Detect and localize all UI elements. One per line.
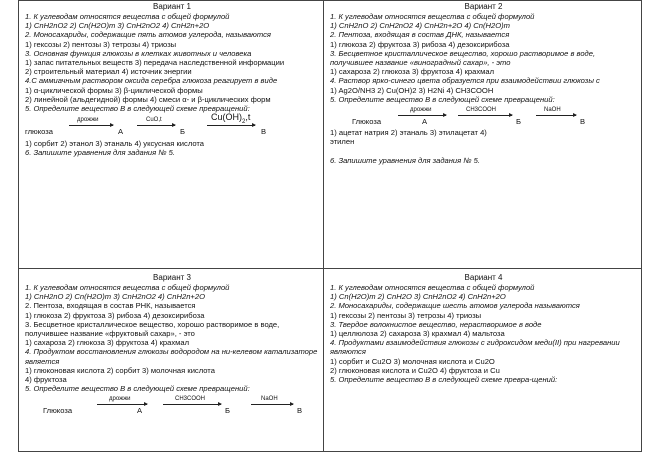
v2-question-5: 5. Определите вещество В в следующей схеме превращений: <box>330 94 555 104</box>
v2-question-1: 1. К углеводам относятся вещества с общей формулой <box>330 12 535 21</box>
v2-answers-5b: этилен <box>330 137 355 147</box>
v4-question-1: 1. К углеводам относятся вещества с общей формулой <box>330 283 535 292</box>
v4-answers-2: 1) гексозы 2) пентозы 3) тетрозы 4) триозы <box>330 310 482 320</box>
variant-4-title: Вариант 4 <box>464 273 503 282</box>
variant-1 <box>19 1 324 269</box>
v1-answers-3b: 2) строительный материал 4) источник энергии <box>25 67 192 77</box>
v2-scheme-reagent-1: дрожжи <box>410 107 432 114</box>
v3-scheme-reagent-1: дрожжи <box>109 396 131 403</box>
v3-answers-2: 1) глюкоза 2) фруктоза 3) рибоза 4) дезоксирибоза <box>25 310 205 320</box>
v3-reaction-scheme <box>25 395 319 417</box>
v2-scheme-reagent-2: CH3COOH <box>466 107 497 114</box>
v3-answers-4a: 1) глюконовая кислота 2) сорбит 3) молочная кислота <box>25 365 215 375</box>
v1-arrow-3 <box>207 125 255 126</box>
v1-answers-1: 1) CnH2nO2 2) Cn(H2O)m 3) CnH2nO2 4) CnH2n+2O <box>25 21 210 31</box>
v2-scheme-reagent-3: NaOH <box>544 107 561 114</box>
v1-scheme-reagent-3: $Cu(OH)_2,t$ <box>211 112 251 126</box>
variant-2 <box>324 1 641 269</box>
v1-question-3: 3. Основная функция глюкозы в клетках животных и человека <box>25 48 252 58</box>
v1-question-1: 1. К углеводам относятся вещества с общей формулой <box>25 12 230 21</box>
v3-question-3: 3. Бесцветное кристаллическое вещество, хорошо растворимое в воде, получившее название «фруктовый сахар», - это <box>25 319 280 339</box>
v1-scheme-B: Б <box>180 127 185 137</box>
v3-question-5: 5. Определите вещество В в следующей схеме превращений: <box>25 384 250 394</box>
v2-scheme-V: В <box>580 117 586 127</box>
v2-question-3: 3. Бесцветное кристаллическое вещество, хорошо растворимое в воде, получившее название «виноградный сахар», - это <box>330 48 596 68</box>
v1-question-4: 4.С аммиачным раствором оксида серебра глюкоза реагирует в виде <box>25 76 278 86</box>
v2-arrow-3 <box>536 115 576 116</box>
v3-scheme-B: Б <box>225 406 230 416</box>
v1-question-2: 2. Моносахариды, содержащие пять атомов углерода, называются <box>25 30 271 40</box>
v3-scheme-V: В <box>297 406 303 416</box>
v1-scheme-reagent-1: дрожжи <box>77 117 99 124</box>
v1-arrow-2 <box>137 125 175 126</box>
v2-question-4: 4. Раствор ярко-синего цвета образуется при взаимодействии глюкозы с <box>330 76 600 86</box>
worksheet-grid <box>18 0 642 452</box>
v4-question-2: 2. Моносахариды, содержащие шесть атомов углерода называются <box>330 301 580 311</box>
v3-scheme-A: А <box>137 406 143 416</box>
v1-scheme-A: А <box>118 127 124 137</box>
v1-arrow-1 <box>69 125 113 126</box>
variant-1-title: Вариант 1 <box>153 2 191 11</box>
v3-question-4: 4. Продуктом восстановления глюкозы водородом на ни-келевом катализаторе является <box>25 347 318 366</box>
v3-scheme-reagent-3: NaOH <box>261 396 278 403</box>
v2-answers-3: 1) сахароза 2) глюкоза 3) фруктоза 4) крахмал <box>330 67 495 77</box>
v2-answers-5a: 1) ацетат натрия 2) этаналь 3) этилацетат 4) <box>330 128 487 138</box>
v3-question-1: 1. К углеводам относятся вещества с общей формулой <box>25 283 230 292</box>
v1-answers-4b: 2) линейной (альдегидной) формы 4) смеси α- и β-циклических форм <box>25 94 271 104</box>
v2-scheme-B: Б <box>516 117 521 127</box>
v2-answers-2: 1) глюкоза 2) фруктоза 3) рибоза 4) дезоксирибоза <box>330 39 510 49</box>
v3-arrow-2 <box>163 404 221 405</box>
v2-answers-4: 1) Ag2O/NH3 2) Cu(OH)2 3) H2Ni 4) CH3COOH <box>330 85 494 95</box>
v2-question-2: 2. Пентоза, входящая в состав ДНК, называется <box>330 30 510 40</box>
v1-question-5: 5. Определите вещество В в следующей схеме превращений: <box>25 104 250 114</box>
v1-reaction-scheme <box>25 112 319 139</box>
v1-answers-3a: 1) запас питательных веществ 3) передача наследственной информации <box>25 58 285 68</box>
v4-answers-3: 1) целлюлоза 2) сахароза 3) крахмал 4) мальтоза <box>330 329 505 339</box>
variant-3 <box>19 269 324 451</box>
v3-question-2: 2. Пентоза, входящая в состав РНК, называется <box>25 301 196 311</box>
v4-answers-4a: 1) сорбит и Cu2O 3) молочная кислота и Cu2O <box>330 356 495 366</box>
v4-question-4: 4. Продуктами взаимодействия глюкозы с гидроксидом меди(II) при нагревании являются <box>330 338 620 357</box>
v4-answers-1: 1) Cn(H2O)m 2) CnH2O 3) CnH2nO2 4) CnH2n+2O <box>330 292 506 302</box>
v1-answers-4a: 1) α-циклической формы 3) β-циклической формы <box>25 85 203 95</box>
v3-scheme-start: Глюкоза <box>43 406 73 416</box>
v3-arrow-1 <box>97 404 147 405</box>
v3-answers-4b: 4) фруктоза <box>25 375 67 385</box>
variant-3-title: Вариант 3 <box>153 273 191 282</box>
v4-question-3: 3. Твердое волокнистое вещество, нерастворимое в воде <box>330 319 542 329</box>
v1-scheme-start: глюкоза <box>25 127 53 137</box>
v2-scheme-A: А <box>422 117 428 127</box>
v3-arrow-3 <box>251 404 293 405</box>
v1-scheme-reagent-2: CuO,t <box>146 117 162 124</box>
v2-question-6: 6. Запишите уравнения для задания № 5. <box>330 156 480 166</box>
v2-arrow-1 <box>398 115 446 116</box>
v3-answers-1: 1) CnH2nO 2) Cn(H2O)m 3) CnH2nO2 4) CnH2n+2O <box>25 292 205 302</box>
v2-answers-1: 1) CnH2nO 2) CnH2nO2 4) CnH2n+2O 4) Cn(H2O)m <box>330 21 510 31</box>
v1-question-6: 6. Запишите уравнения для задания № 5. <box>25 148 175 158</box>
v4-answers-4b: 2) глюконовая кислота и Cu2O 4) фруктоза и Cu <box>330 365 500 375</box>
v3-answers-3: 1) сахароза 2) глюкоза 3) фруктоза 4) крахмал <box>25 338 190 348</box>
v1-scheme-V: В <box>261 127 267 137</box>
v1-answers-2: 1) гексозы 2) пентозы 3) тетрозы 4) триозы <box>25 39 177 49</box>
v1-answers-5: 1) сорбит 2) этанол 3) этаналь 4) уксусная кислота <box>25 139 205 149</box>
v2-reaction-scheme <box>330 106 637 128</box>
v2-scheme-start: Глюкоза <box>352 117 382 127</box>
v2-arrow-2 <box>458 115 512 116</box>
variant-4 <box>324 269 641 451</box>
variant-2-title: Вариант 2 <box>464 2 503 11</box>
v4-question-5: 5. Определите вещество В в следующей схеме превра-щений: <box>330 375 558 385</box>
v3-scheme-reagent-2: CH3COOH <box>175 396 206 403</box>
